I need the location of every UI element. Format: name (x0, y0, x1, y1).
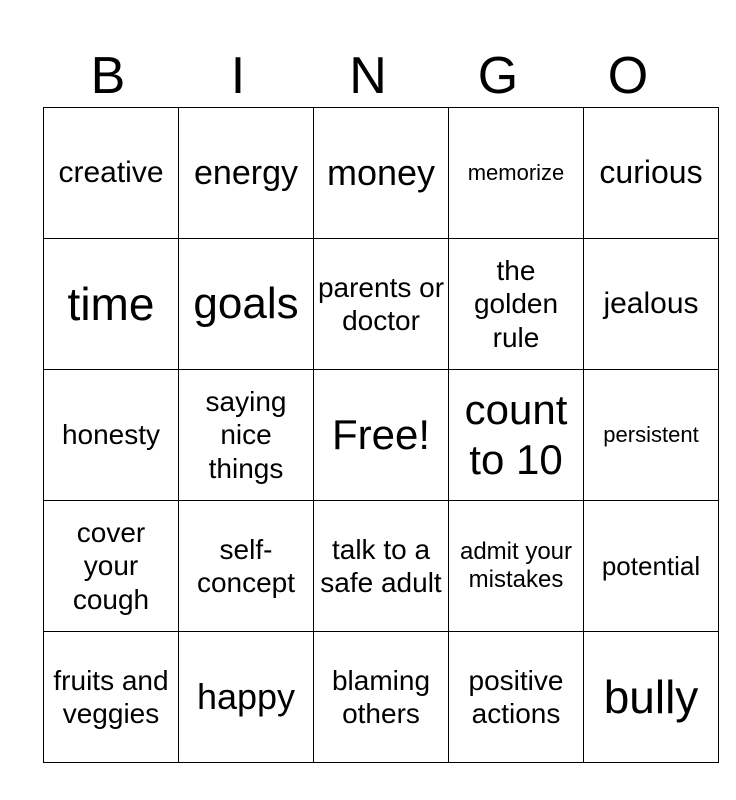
bingo-cell[interactable]: count to 10 (449, 370, 584, 501)
bingo-cell[interactable]: talk to a safe adult (314, 501, 449, 632)
bingo-cell[interactable]: blaming others (314, 632, 449, 763)
bingo-cell[interactable]: curious (584, 108, 719, 239)
bingo-header (43, 44, 693, 108)
board-row (44, 632, 719, 763)
bingo-cell[interactable]: energy (179, 108, 314, 239)
bingo-cell[interactable]: honesty (44, 370, 179, 501)
header-letter-g: G (477, 47, 519, 105)
bingo-cell[interactable]: happy (179, 632, 314, 763)
bingo-cell[interactable]: bully (584, 632, 719, 763)
bingo-cell[interactable]: admit your mistakes (449, 501, 584, 632)
bingo-cell[interactable]: positive actions (449, 632, 584, 763)
bingo-free-cell[interactable]: Free! (314, 370, 449, 501)
board-row (44, 108, 719, 239)
header-letter-b: B (90, 47, 126, 105)
bingo-cell[interactable]: fruits and veggies (44, 632, 179, 763)
board-row (44, 501, 719, 632)
bingo-cell[interactable]: persistent (584, 370, 719, 501)
bingo-cell[interactable]: goals (179, 239, 314, 370)
board-row (44, 370, 719, 501)
bingo-cell[interactable]: time (44, 239, 179, 370)
bingo-cell[interactable]: money (314, 108, 449, 239)
bingo-cell[interactable]: creative (44, 108, 179, 239)
bingo-cell[interactable]: cover your cough (44, 501, 179, 632)
header-letter-o: O (607, 47, 649, 105)
bingo-cell[interactable]: memorize (449, 108, 584, 239)
bingo-cell[interactable]: parents or doctor (314, 239, 449, 370)
bingo-cell[interactable]: self-concept (179, 501, 314, 632)
bingo-cell[interactable]: the golden rule (449, 239, 584, 370)
bingo-cell[interactable]: saying nice things (179, 370, 314, 501)
header-letter-n: N (349, 47, 387, 105)
bingo-cell[interactable]: jealous (584, 239, 719, 370)
header-letter-i: I (230, 47, 246, 105)
bingo-board (43, 107, 719, 763)
board-row (44, 239, 719, 370)
bingo-cell[interactable]: potential (584, 501, 719, 632)
